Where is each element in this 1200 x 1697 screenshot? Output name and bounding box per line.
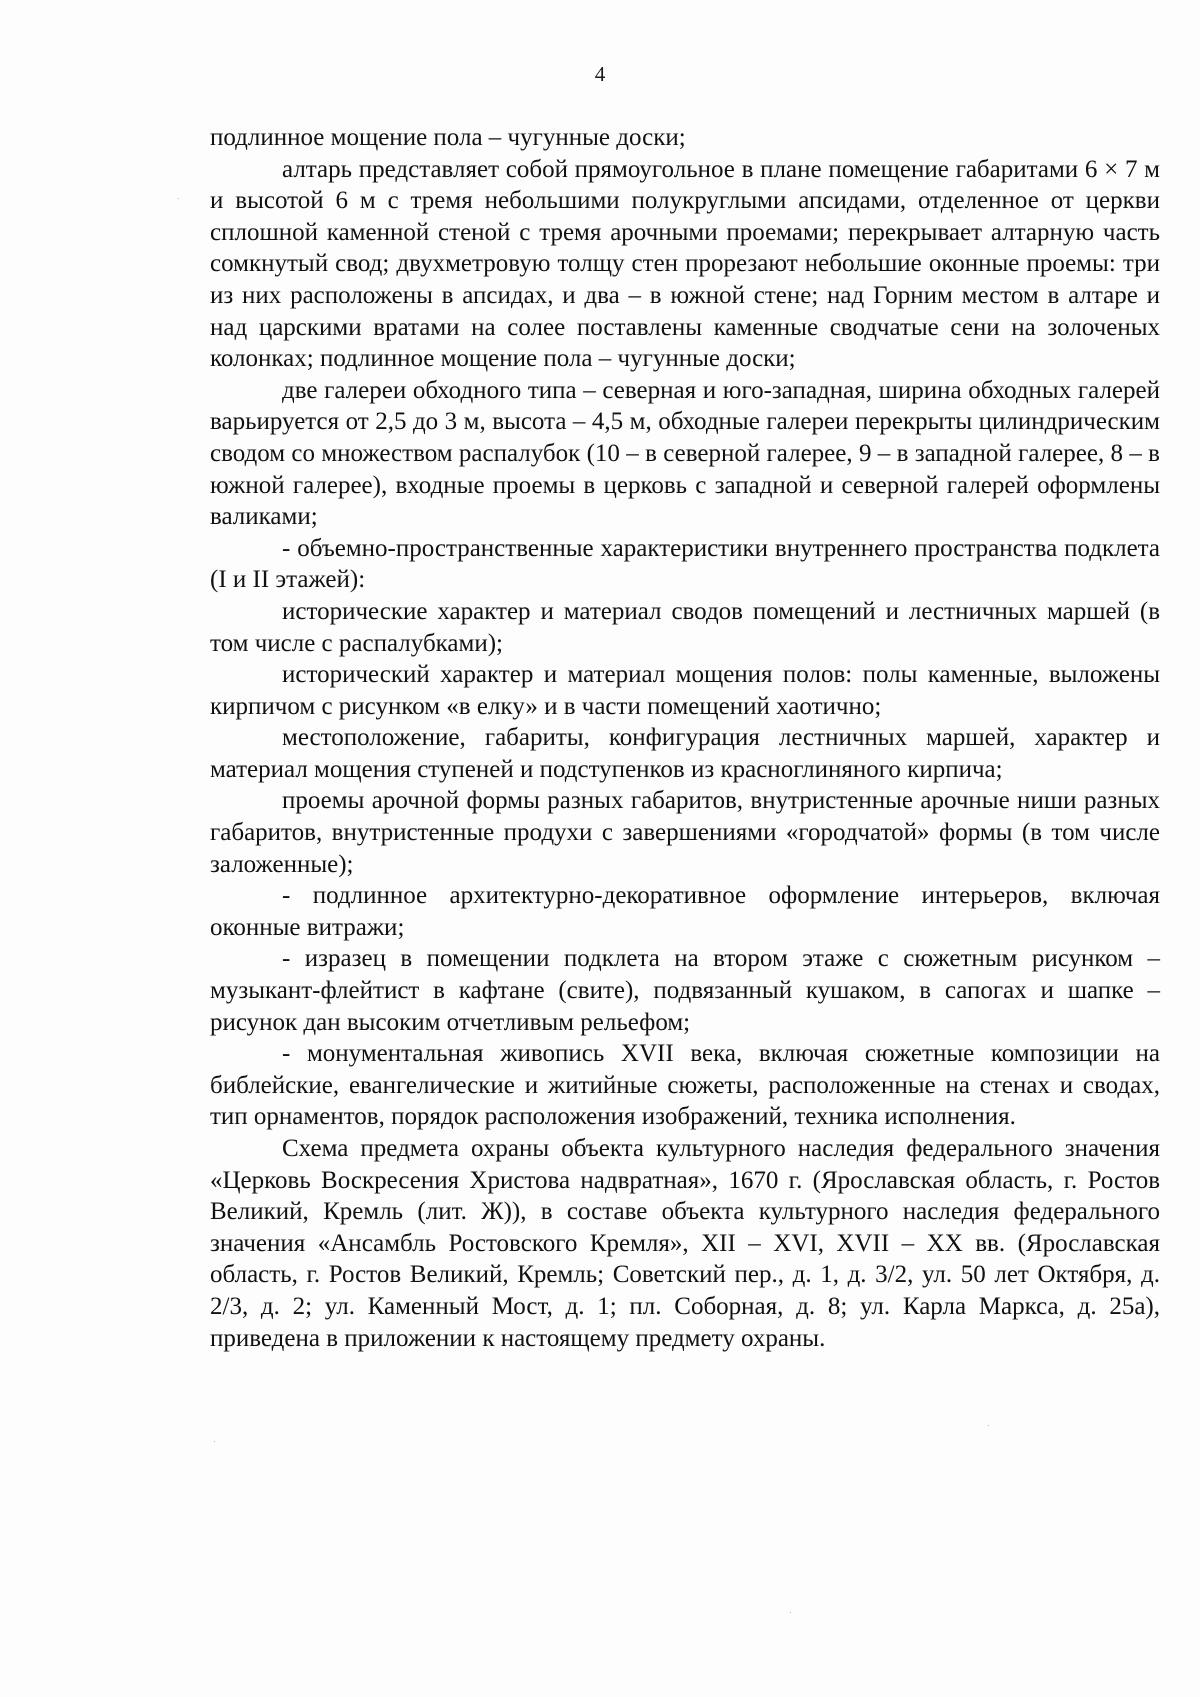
document-body xyxy=(210,122,1160,1354)
page-number: 4 xyxy=(594,62,606,86)
paragraph-floors: исторический характер и материал мощения полов: полы каменные, выложены кирпичом с рисунком «в елку» и в части помещений хаотично; xyxy=(210,661,1160,720)
paragraph-altar: алтарь представляет собой прямоугольное в плане помещение габаритами 6 × 7 м и высотой 6 м с тремя небольшими полукруглыми апсидами, отделенное от церкви сплошной каменной стеной с тремя арочными проемами; перекрывает алтарную часть сомкнутый свод; двухметровую толщу стен прорезают небольшие оконные проемы: три из них расположены в апсидах, и два – в южной стене; над Горним местом в алтаре и над царскими вратами на солее поставлены каменные сводчатые сени на золоченых колонках; подлинное мощение пола – чугунные доски; xyxy=(210,155,1160,373)
paragraph-interior-decoration: - подлинное архитектурно-декоративное оформление интерьеров, включая оконные витражи; xyxy=(210,882,1160,941)
paragraph-painting: - монументальная живопись XVII века, включая сюжетные композиции на библейские, евангелические и житийные сюжеты, расположенные на стенах и сводах, тип орнаментов, порядок расположения изображений, техника исполнения. xyxy=(210,1040,1160,1131)
paragraph-openings: проемы арочной формы разных габаритов, внутристенные арочные ниши разных габаритов, внутристенные продухи с завершениями «городчатой» формы (в том числе заложенные); xyxy=(210,787,1160,878)
scan-speck xyxy=(214,1441,215,1442)
paragraph-tile: - изразец в помещении подклета на втором этаже с сюжетным рисунком – музыкант-флейтист в кафтане (свите), подвязанный кушаком, в сапогах и шапке – рисунок дан высоким отчетливым рельефом; xyxy=(210,945,1160,1036)
paragraph-galleries: две галереи обходного типа – северная и юго-западная, ширина обходных галерей варьируется от 2,5 до 3 м, высота – 4,5 м, обходные галереи перекрыты цилиндрическим сводом со множеством распалубок (10 – в северной галерее, 9 – в западной галерее, 8 – в южной галерее), входные проемы в церковь с западной и северной галерей оформлены валиками; xyxy=(210,376,1160,531)
paragraph-podklet-characteristics: - объемно-пространственные характеристики внутреннего пространства подклета (I и II этажей): xyxy=(210,534,1160,594)
paragraph-vaults: исторические характер и материал сводов помещений и лестничных маршей (в том числе с распалубками); xyxy=(210,597,1160,657)
scan-speck xyxy=(988,1425,989,1426)
paragraph-scheme: Схема предмета охраны объекта культурного наследия федерального значения «Церковь Воскресения Христова надвратная», 1670 г. (Ярославская область, г. Ростов Великий, Кремль (лит. Ж)), в составе объекта культурного наследия федерального значения «Ансамбль Ростовского Кремля», XII – XVI, XVII – XX вв. (Ярославская область, г. Ростов Великий, Кремль; Советский пер., д. 1, д. 3/2, ул. 50 лет Октября, д. 2/3, д. 2; ул. Каменный Мост, д. 1; пл. Соборная, д. 8; ул. Карла Маркса, д. 25а), приведена в приложении к настоящему предмету охраны. xyxy=(210,1135,1160,1352)
scan-speck xyxy=(178,198,179,199)
paragraph-stairs: местоположение, габариты, конфигурация лестничных маршей, характер и материал мощения ступеней и подступенков из красноглиняного кирпича; xyxy=(210,724,1160,783)
paragraph-floor-paving: подлинное мощение пола – чугунные доски; xyxy=(210,124,686,151)
scan-speck xyxy=(790,1612,791,1613)
